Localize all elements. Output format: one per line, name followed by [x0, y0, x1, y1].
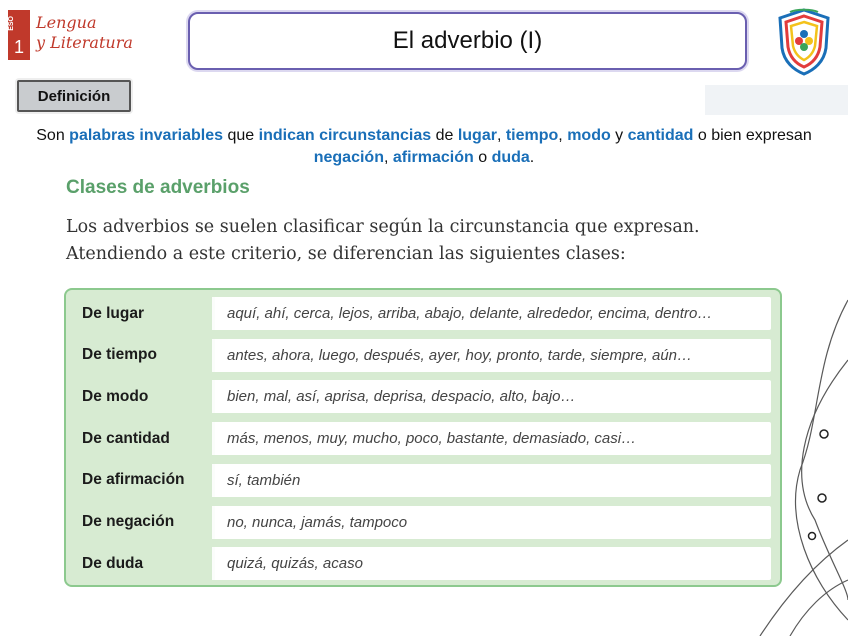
definition-text-fragment: o bien expresan	[693, 127, 812, 144]
definition-text-fragment: que	[223, 127, 259, 144]
adverb-classes-table	[64, 288, 782, 587]
eso-label: ESO	[8, 16, 15, 31]
class-examples: quizá, quizás, acaso	[215, 547, 771, 580]
shield-emblem-icon	[776, 8, 832, 76]
definition-text-fragment: o	[473, 149, 492, 166]
publisher-logo	[8, 10, 168, 60]
definition-text-fragment: Son	[36, 127, 70, 144]
book-intro	[66, 214, 786, 268]
intro-line-2: Atendiendo a este criterio, se diferencian las siguientes clases:	[66, 244, 626, 264]
course-number: 1	[13, 37, 24, 57]
definition-keyword: negación	[313, 149, 384, 166]
definition-keyword: tiempo	[505, 127, 559, 144]
class-examples: antes, ahora, luego, después, ayer, hoy, pronto, tarde, siempre, aún…	[215, 339, 771, 372]
textbook-excerpt	[62, 172, 788, 592]
table-row	[72, 547, 774, 580]
class-label: De cantidad	[82, 429, 170, 447]
definition-keyword: cantidad	[627, 127, 694, 144]
definition-text-fragment: y	[610, 127, 628, 144]
subject-line-1: Lengua	[36, 13, 97, 32]
definition-text-fragment: .	[529, 149, 535, 166]
definition-text-fragment: ,	[496, 127, 506, 144]
page-title: El adverbio (I)	[392, 27, 543, 54]
definition-text-fragment: ,	[383, 149, 393, 166]
intro-line-1: Los adverbios se suelen clasificar según la circunstancia que expresan.	[66, 217, 700, 237]
book-heading: Clases de adverbios	[66, 177, 250, 198]
class-examples: más, menos, muy, mucho, poco, bastante, demasiado, casi…	[215, 422, 771, 455]
class-label: De lugar	[82, 304, 145, 322]
section-tag-definicion: Definición	[17, 80, 131, 112]
table-row	[72, 297, 774, 330]
definition-keyword: indican circunstancias	[258, 127, 432, 144]
subject-name	[36, 13, 133, 53]
title-box	[188, 12, 747, 70]
class-label: De negación	[82, 513, 175, 530]
table-row	[72, 464, 774, 497]
table-row	[72, 380, 774, 413]
eso-badge	[8, 10, 30, 60]
class-label: De afirmación	[82, 471, 185, 489]
definition-text	[20, 125, 828, 169]
table-row	[72, 422, 774, 455]
class-examples: bien, mal, así, aprisa, deprisa, despacio, alto, bajo…	[215, 380, 771, 413]
table-row	[72, 339, 774, 372]
subject-line-2: y Literatura	[36, 33, 133, 52]
definition-keyword: afirmación	[392, 149, 474, 166]
class-examples: aquí, ahí, cerca, lejos, arriba, abajo, delante, alrededor, encima, dentro…	[215, 297, 771, 330]
class-label: De modo	[82, 387, 149, 405]
definition-keyword: lugar	[457, 127, 497, 144]
definition-keyword: duda	[491, 149, 530, 166]
definition-text-fragment: ,	[558, 127, 568, 144]
class-label: De duda	[82, 554, 144, 572]
definition-text-fragment: de	[431, 127, 458, 144]
class-examples: no, nunca, jamás, tampoco	[215, 506, 771, 539]
definition-keyword: modo	[567, 127, 611, 144]
class-examples: sí, también	[215, 464, 771, 497]
table-row	[72, 506, 774, 539]
class-label: De tiempo	[82, 346, 157, 364]
definition-keyword: palabras invariables	[69, 127, 224, 144]
